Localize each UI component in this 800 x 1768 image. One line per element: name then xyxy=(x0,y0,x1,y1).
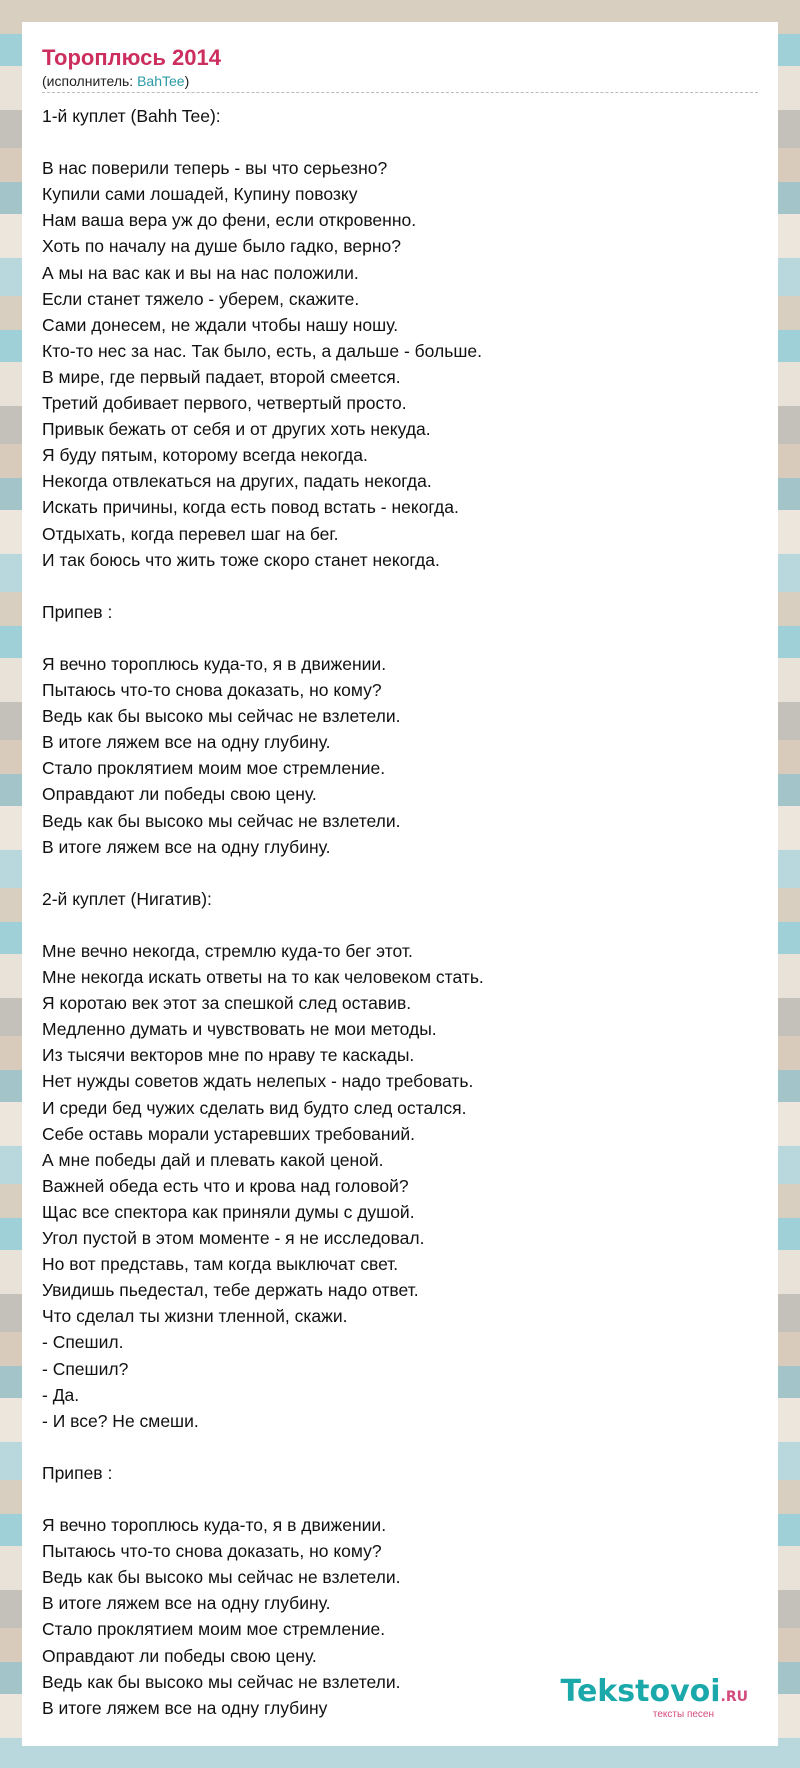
lyrics-card xyxy=(22,22,778,1746)
lyric-line: - И все? Не смеши. xyxy=(42,1410,199,1431)
lyric-line: Купили сами лошадей, Купину повозку xyxy=(42,184,358,205)
lyric-line: В итоге ляжем все на одну глубину. xyxy=(42,1593,331,1614)
lyric-line: Что сделал ты жизни тленной, скажи. xyxy=(42,1306,348,1327)
lyric-line: Привык бежать от себя и от других хоть некуда. xyxy=(42,419,431,440)
lyric-line: Из тысячи векторов мне по нраву те каскады. xyxy=(42,1045,415,1066)
lyric-line: Я вечно тороплюсь куда-то, я в движении. xyxy=(42,1515,387,1536)
lyric-line: Мне некогда искать ответы на то как человеком стать. xyxy=(42,967,484,988)
lyric-line: 2-й куплет (Нигатив): xyxy=(42,888,212,909)
lyric-line: Медленно думать и чувствовать не мои методы. xyxy=(42,1019,437,1040)
lyric-line: Увидишь пьедестал, тебе держать надо ответ. xyxy=(42,1280,419,1301)
lyric-line: - Да. xyxy=(42,1384,80,1405)
lyric-line: - Спешил. xyxy=(42,1332,124,1353)
lyric-line: Третий добивает первого, четвертый просто. xyxy=(42,393,407,414)
logo-wordmark xyxy=(560,1676,748,1713)
lyric-line: В нас поверили теперь - вы что серьезно? xyxy=(42,158,388,179)
artist-line xyxy=(42,72,758,93)
lyric-line xyxy=(42,912,758,938)
lyric-line: Оправдают ли победы свою цену. xyxy=(42,1645,317,1666)
lyric-line: Хоть по началу на душе было гадко, верно? xyxy=(42,236,401,257)
site-logo[interactable] xyxy=(560,1676,748,1720)
lyric-line: Отдыхать, когда перевел шаг на бег. xyxy=(42,523,339,544)
lyric-line: А мы на вас как и вы на нас положили. xyxy=(42,262,359,283)
lyric-line: В мире, где первый падает, второй смеется. xyxy=(42,366,401,387)
artist-suffix: ) xyxy=(184,73,190,89)
lyric-line: Припев : xyxy=(42,601,113,622)
artist-link[interactable]: BahTee xyxy=(137,73,185,89)
lyric-line: Стало проклятием моим мое стремление. xyxy=(42,1619,386,1640)
lyric-line: Ведь как бы высоко мы сейчас не взлетели. xyxy=(42,1671,401,1692)
lyric-line: Я буду пятым, которому всегда некогда. xyxy=(42,445,368,466)
lyric-line: Некогда отвлекаться на других, падать некогда. xyxy=(42,471,432,492)
logo-name: Tekstovoi xyxy=(560,1674,721,1709)
lyric-line: Я коротаю век этот за спешкой след оставив. xyxy=(42,993,412,1014)
lyric-line: Угол пустой в этом моменте - я не исследовал. xyxy=(42,1228,425,1249)
lyric-line: Сами донесем, не ждали чтобы нашу ношу. xyxy=(42,314,399,335)
lyric-line: Ведь как бы высоко мы сейчас не взлетели. xyxy=(42,706,401,727)
lyric-line: Нет нужды советов ждать нелепых - надо требовать. xyxy=(42,1071,474,1092)
lyric-line: Себе оставь морали устаревших требований. xyxy=(42,1123,415,1144)
lyric-line: В итоге ляжем все на одну глубину xyxy=(42,1697,328,1718)
lyric-line: Важней обеда есть что и крова над головой? xyxy=(42,1175,409,1196)
lyric-line: Мне вечно некогда, стремлю куда-то бег этот. xyxy=(42,941,413,961)
lyric-line xyxy=(42,625,758,651)
lyric-line xyxy=(42,1434,758,1460)
lyric-line: А мне победы дай и плевать какой ценой. xyxy=(42,1149,384,1170)
lyric-line: Искать причины, когда есть повод встать - некогда. xyxy=(42,497,459,518)
logo-tagline: тексты песен xyxy=(652,1709,714,1720)
lyric-line: 1-й куплет (Bahh Tee): xyxy=(42,106,221,126)
lyric-line: Нам ваша вера уж до фени, если откровенно. xyxy=(42,210,417,231)
lyric-line: Стало проклятием моим мое стремление. xyxy=(42,758,386,779)
lyric-line xyxy=(42,1486,758,1512)
lyric-line: Но вот представь, там когда выключат свет. xyxy=(42,1254,399,1275)
lyric-line: Пытаюсь что-то снова доказать, но кому? xyxy=(42,1541,382,1562)
lyric-line xyxy=(42,129,758,155)
logo-tld: .RU xyxy=(720,1689,748,1705)
artist-prefix: (исполнитель: xyxy=(42,73,138,89)
lyric-line: Щас все спектора как приняли думы с душой. xyxy=(42,1201,415,1222)
lyric-line: И среди бед чужих сделать вид будто след остался. xyxy=(42,1097,467,1118)
lyric-line: В итоге ляжем все на одну глубину. xyxy=(42,836,331,857)
lyric-line: Я вечно тороплюсь куда-то, я в движении. xyxy=(42,653,387,674)
lyric-line xyxy=(42,860,758,886)
lyric-line: Оправдают ли победы свою цену. xyxy=(42,784,317,805)
lyric-line: В итоге ляжем все на одну глубину. xyxy=(42,732,331,753)
lyric-line: Ведь как бы высоко мы сейчас не взлетели. xyxy=(42,810,401,831)
lyric-line: - Спешил? xyxy=(42,1358,129,1379)
lyric-line: Кто-то нес за нас. Так было, есть, а дальше - больше. xyxy=(42,340,482,361)
lyric-line xyxy=(42,573,758,599)
lyric-line: Пытаюсь что-то снова доказать, но кому? xyxy=(42,680,382,701)
song-title: Тороплюсь 2014 xyxy=(42,45,221,70)
lyric-line: Ведь как бы высоко мы сейчас не взлетели. xyxy=(42,1567,401,1588)
lyric-line: И так боюсь что жить тоже скоро станет некогда. xyxy=(42,549,440,570)
lyric-line: Припев : xyxy=(42,1462,113,1483)
lyric-line: Если станет тяжело - уберем, скажите. xyxy=(42,288,360,309)
lyrics-text xyxy=(42,103,758,1721)
